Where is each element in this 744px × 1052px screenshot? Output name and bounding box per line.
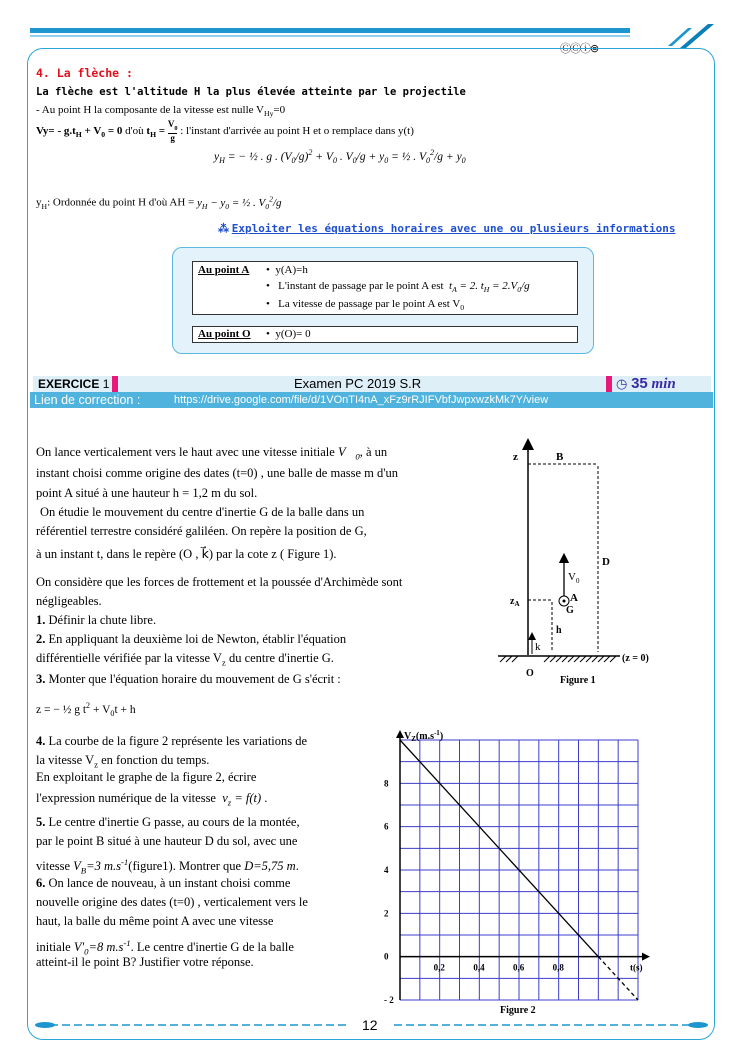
question-2: 2. En appliquant la deuxième loi de Newton, établir l'équation (36, 632, 347, 646)
z-label: z (513, 451, 518, 463)
question-4: 4. La courbe de la figure 2 représente les variations de (36, 734, 308, 748)
star-icon: ⁂ (218, 223, 229, 235)
chart-labels (384, 729, 643, 1016)
exercise-label: EXERCICE 1 (38, 377, 110, 391)
v0-label: $V_0$ (568, 571, 580, 585)
header-slash-decoration (630, 20, 720, 50)
question-4-cont: la vitesse $V_z$ en fonction du temps. (36, 753, 210, 770)
y-tick-label: 0 (384, 951, 389, 962)
question-5-cont: par le point B situé à une hauteur D du sol, avec une (36, 834, 298, 848)
text-line: On étudie le mouvement du centre d'inertie G de la balle dans un (40, 505, 365, 519)
exercise-accent-right (606, 376, 612, 392)
chart-axes (396, 730, 650, 1000)
point-a-item-3: • La vitesse de passage par le point A est $V_0$ (266, 298, 465, 313)
question-5-cont: vitesse $V_B=3$ $m.s^{-1}(figure1)$. Montrer que D=5,75 m. (36, 857, 299, 876)
point-a-item-1: • y(A)=h (266, 264, 308, 276)
x-tick-label: 0,6 (513, 962, 525, 973)
question-3: 3. Monter que l'équation horaire du mouvement de G s'écrit : (36, 672, 341, 686)
x-tick-label: 0,8 (552, 962, 564, 973)
b-label: B (556, 451, 564, 463)
y-axis-arrow (396, 730, 404, 738)
text-line: point A situé à une hauteur h = 1,2 m du sol. (36, 486, 258, 500)
text-line: à un instant t, dans le repère (O , k⃗) par la cote z ( Figure 1). (36, 547, 337, 561)
correction-link[interactable]: https://drive.google.com/file/d/1VOnTI4nA_xFz9rRJIFVbfJwpxwzkMk7Y/view (174, 394, 549, 406)
y-axis-label: $V_Z(m.s^{-1})$ (404, 729, 444, 743)
header-rule (30, 28, 630, 33)
question-2-cont: différentielle vérifiée par la vitesse $V_z$ du centre d'inertie G. (36, 651, 334, 668)
point-a-item-2: • L'instant de passage par le point A est $t_A = 2$. $t_H = 2.V_0/g$ (266, 280, 530, 295)
d-label: D (602, 556, 610, 568)
question-6: 6. On lance de nouveau, à un instant choisi comme (36, 876, 291, 890)
point-a-label: Au point A (198, 264, 250, 276)
question-4-cont: En exploitant le graphe de la figure 2, écrire (36, 770, 257, 784)
y-tick-label: 2 (384, 908, 389, 919)
x-tick-label: 0,4 (473, 962, 485, 973)
x-axis-label: t(s) (630, 962, 643, 973)
x-tick-label: 0,2 (433, 962, 445, 973)
x-axis-arrow (642, 953, 650, 961)
point-o-item: • y(O)= 0 (266, 328, 311, 340)
section-title: 4. La flèche : (36, 66, 133, 80)
o-label: O (526, 668, 534, 679)
figure1-caption: Figure 1 (560, 675, 596, 686)
question-4-cont: l'expression numérique de la vitesse $v_z = f(t)$ . (36, 791, 268, 808)
creative-commons-logo: ⒸⒸⓘ⊜ (560, 42, 599, 55)
figure-2-chart (370, 730, 700, 1015)
figure2-caption: Figure 2 (500, 1005, 536, 1016)
equation-z: z = − ½ g $t^2 + V_0t + h$ (36, 701, 136, 719)
header-rule-light (30, 35, 630, 37)
z0-label: (z = 0) (622, 653, 649, 664)
equation-yH: $y_H$ = − ½ . g . $(V_0/g)^2 + V_0$ . $V_0/g + y_0$ = ½ . $V_0^2/g + y_0$ (214, 148, 466, 166)
point-o-label: Au point O (198, 328, 251, 340)
k-label: k (535, 641, 541, 653)
g-label: G (566, 605, 574, 616)
y-tick-label: 4 (384, 865, 389, 875)
a-label: A (570, 592, 578, 604)
za-label: $z_A$ (510, 596, 520, 608)
exercise-duration: ◷ 35 min (616, 375, 676, 392)
question-6-cont: initiale $V'_0=8$ $m.s^{-1}$. Le centre d'inertie G de la balle (36, 938, 294, 957)
clock-icon: ◷ (616, 376, 628, 391)
question-1: 1. Définir la chute libre. (36, 613, 157, 627)
h-label: h (556, 625, 562, 636)
question-5: 5. Le centre d'inertie G passe, au cours de la montée, (36, 815, 300, 829)
text-line: négligeables. (36, 594, 102, 608)
line-vy: $Vy= - g.t_H + V_0 = 0$ d'où $t_H = \frac{V_0}{g}$ : l'instant d'arrivée au point H et o remplace dans y(t) (36, 119, 414, 143)
exercise-accent-left (112, 376, 118, 392)
exploit-heading: ⁂ Exploiter les équations horaires avec une ou plusieurs informations (218, 222, 676, 235)
text-line: On considère que les forces de frottement et la poussée d'Archimède sont (36, 575, 403, 589)
y-tick-label: 8 (384, 778, 389, 789)
text-line: instant choisi comme origine des dates (t=0) , une balle de masse m d'un (36, 466, 398, 480)
y-tick-label: - 2 (384, 995, 394, 1005)
question-6-cont: nouvelle origine des dates (t=0) , verticalement vers le (36, 895, 308, 909)
correction-label: Lien de correction : (34, 393, 141, 407)
exercise-source: Examen PC 2019 S.R (294, 376, 422, 391)
figure-1 (480, 430, 680, 686)
page-number: 12 (362, 1017, 378, 1033)
text-line: référentiel terrestre considéré galiléen. On repère la position de G, (36, 524, 367, 538)
y-tick-label: 6 (384, 821, 389, 832)
question-6-cont: atteint-il le point B? Justifier votre réponse. (36, 955, 254, 969)
line-vitesse-nulle: - Au point H la composante de la vitesse est nulle $V_{Hy}=0$ (36, 104, 286, 119)
question-6-cont: haut, la balle du même point A avec une vitesse (36, 914, 274, 928)
text-line: On lance verticalement vers le haut avec une vitesse initiale $V⃗_0$, à un (36, 445, 388, 462)
definition: La flèche est l'altitude H la plus élevée atteinte par le projectile (36, 86, 466, 98)
line-ordonnee: $y_H$: Ordonnée du point H d'où AH = $y_H - y_0$ = ½ . $V_0^2/g$ (36, 194, 282, 211)
